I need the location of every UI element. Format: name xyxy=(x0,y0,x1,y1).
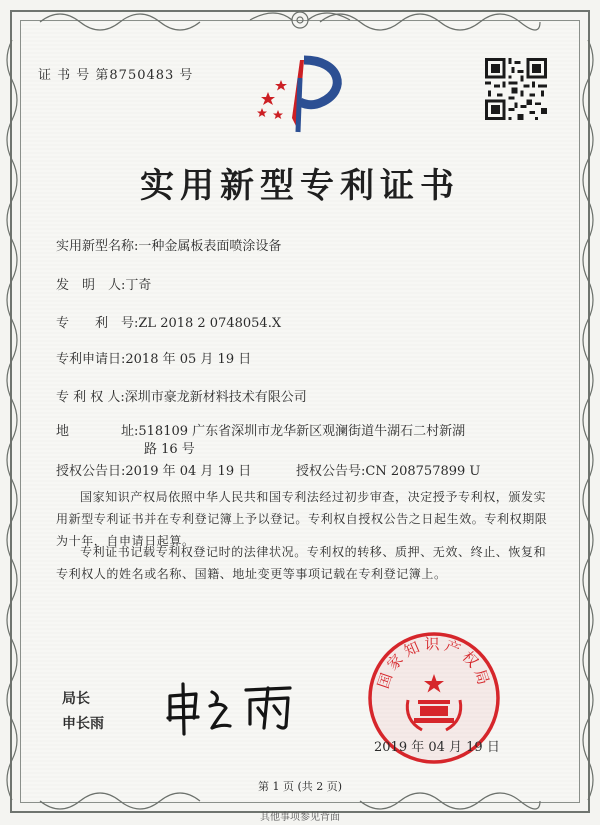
patentee-row xyxy=(56,386,307,405)
seal-text: 国家知识产权局 xyxy=(374,635,494,691)
patent-number-row xyxy=(56,312,281,331)
seal-date: 2019 年 04 月 19 日 xyxy=(374,740,500,755)
cnipa-logo-icon xyxy=(248,52,352,136)
patentee-label: 专 利 权 人: xyxy=(56,390,125,405)
application-date-label: 专利申请日: xyxy=(56,352,126,367)
signatory-title: 局长 xyxy=(62,691,90,707)
grant-statement-paragraph: 国家知识产权局依照中华人民共和国专利法经过初步审查，决定授予专利权，颁发实用新型专利证书并在专利登记簿上予以登记。专利权自授权公告之日起生效。专利权期限为十年，自申请日起算。 xyxy=(56,490,548,548)
certificate-title: 实用新型专利证书 xyxy=(140,166,460,206)
inventor-label: 发 明 人: xyxy=(56,278,126,293)
application-date-row xyxy=(56,348,251,367)
address-row xyxy=(56,420,465,439)
footnote: 其他事项参见背面 xyxy=(260,812,340,823)
utility-model-name-value: 一种金属板表面喷涂设备 xyxy=(138,239,282,254)
left-ornament xyxy=(0,0,24,825)
inventor-row xyxy=(56,274,151,293)
grant-date-row xyxy=(56,460,251,479)
utility-model-name-label: 实用新型名称: xyxy=(56,239,139,254)
certificate-number: 证 书 号 第8750483 号 xyxy=(38,68,194,83)
grant-date-value: 2019 年 04 月 19 日 xyxy=(125,464,252,479)
handwritten-signature xyxy=(160,676,310,736)
application-date-value: 2018 年 05 月 19 日 xyxy=(125,352,252,367)
inventor-value: 丁奇 xyxy=(125,278,152,293)
right-ornament xyxy=(576,0,600,825)
address-label: 地 址: xyxy=(56,424,139,439)
top-ornament xyxy=(0,0,600,40)
grant-number-row xyxy=(296,460,480,479)
grant-number-label: 授权公告号: xyxy=(296,464,366,479)
address-line2: 路 16 号 xyxy=(144,442,195,457)
qr-code-icon xyxy=(485,58,547,120)
grant-date-label: 授权公告日: xyxy=(56,464,126,479)
legal-status-paragraph: 专利证书记载专利权登记时的法律状况。专利权的转移、质押、无效、终止、恢复和专利权人的姓名或名称、国籍、地址变更等事项记载在专利登记簿上。 xyxy=(56,545,547,581)
page-number: 第 1 页 (共 2 页) xyxy=(257,780,343,793)
signatory-name: 申长雨 xyxy=(62,716,104,732)
patent-number-value: ZL 2018 2 0748054.X xyxy=(138,316,282,331)
address-value-line1: 518109 广东省深圳市龙华新区观澜街道牛湖石二村新湖 xyxy=(138,424,466,439)
grant-number-value: CN 208757899 U xyxy=(365,464,481,479)
utility-model-name-row xyxy=(56,235,281,254)
patent-number-label: 专 利 号: xyxy=(56,316,139,331)
patentee-value: 深圳市豪龙新材料技术有限公司 xyxy=(124,390,307,405)
